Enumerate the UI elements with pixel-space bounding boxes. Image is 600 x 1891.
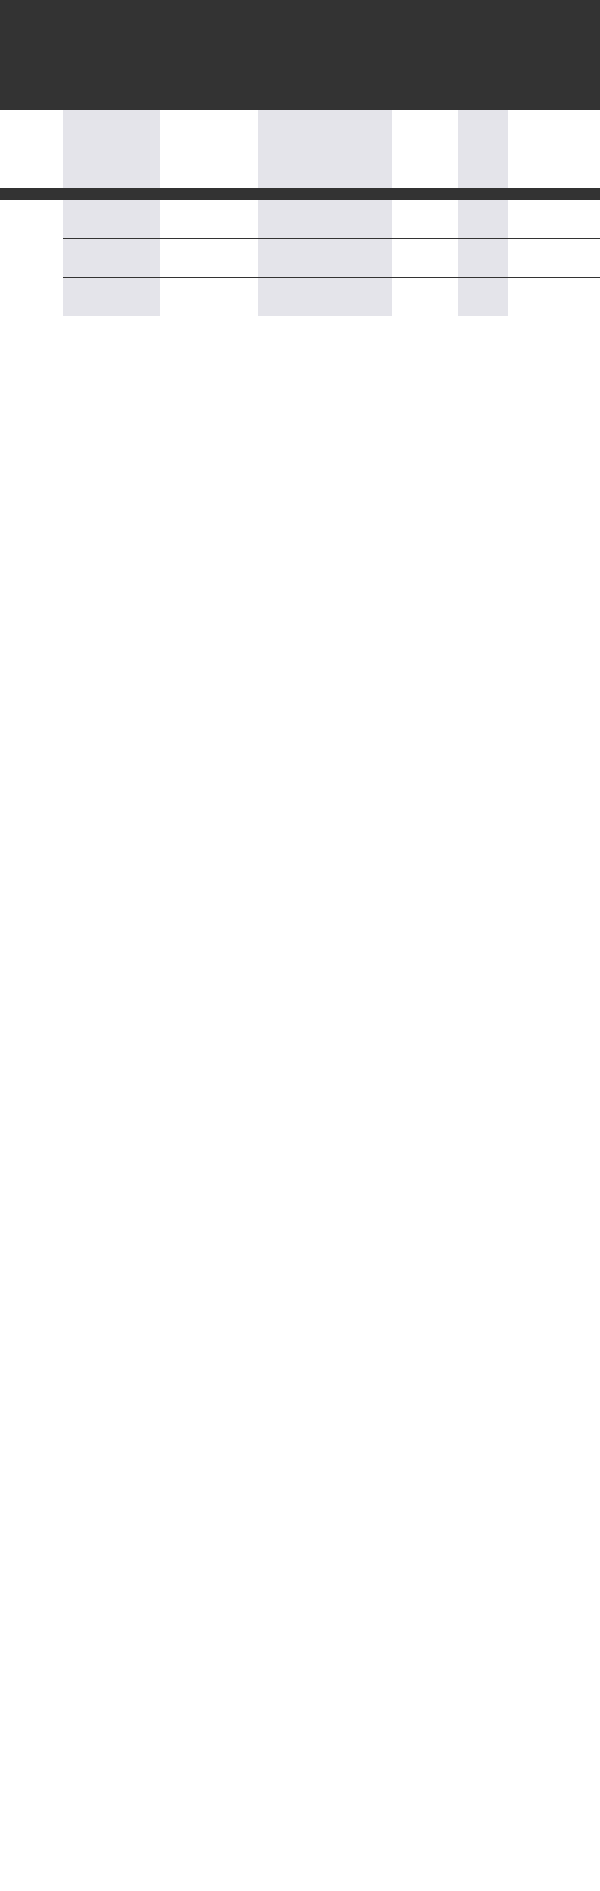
disclosure-cell	[160, 200, 258, 239]
points-cell	[258, 239, 392, 278]
amount-cell	[63, 110, 160, 188]
rate-cell	[392, 200, 458, 239]
payment-cell	[508, 110, 600, 188]
disclosure-cell	[160, 278, 258, 317]
points-cell	[258, 110, 392, 188]
apr-cell	[458, 200, 508, 239]
amount-cell	[63, 278, 160, 317]
payment-cell	[508, 278, 600, 317]
apr-cell	[458, 239, 508, 278]
amount-cell	[63, 200, 160, 239]
points-cell	[258, 200, 392, 239]
section-separator	[0, 188, 600, 200]
apr-cell	[458, 104, 508, 182]
disclosure-cell	[160, 239, 258, 278]
disclosure-cell	[160, 110, 258, 188]
points-cell	[258, 278, 392, 317]
amount-cell	[63, 239, 160, 278]
payment-cell	[508, 239, 600, 278]
apr-cell	[458, 278, 508, 317]
rate-cell	[392, 239, 458, 278]
rate-cell	[392, 104, 458, 182]
rate-cell	[392, 278, 458, 317]
arm-header-band	[0, 0, 600, 110]
payment-cell	[508, 200, 600, 239]
